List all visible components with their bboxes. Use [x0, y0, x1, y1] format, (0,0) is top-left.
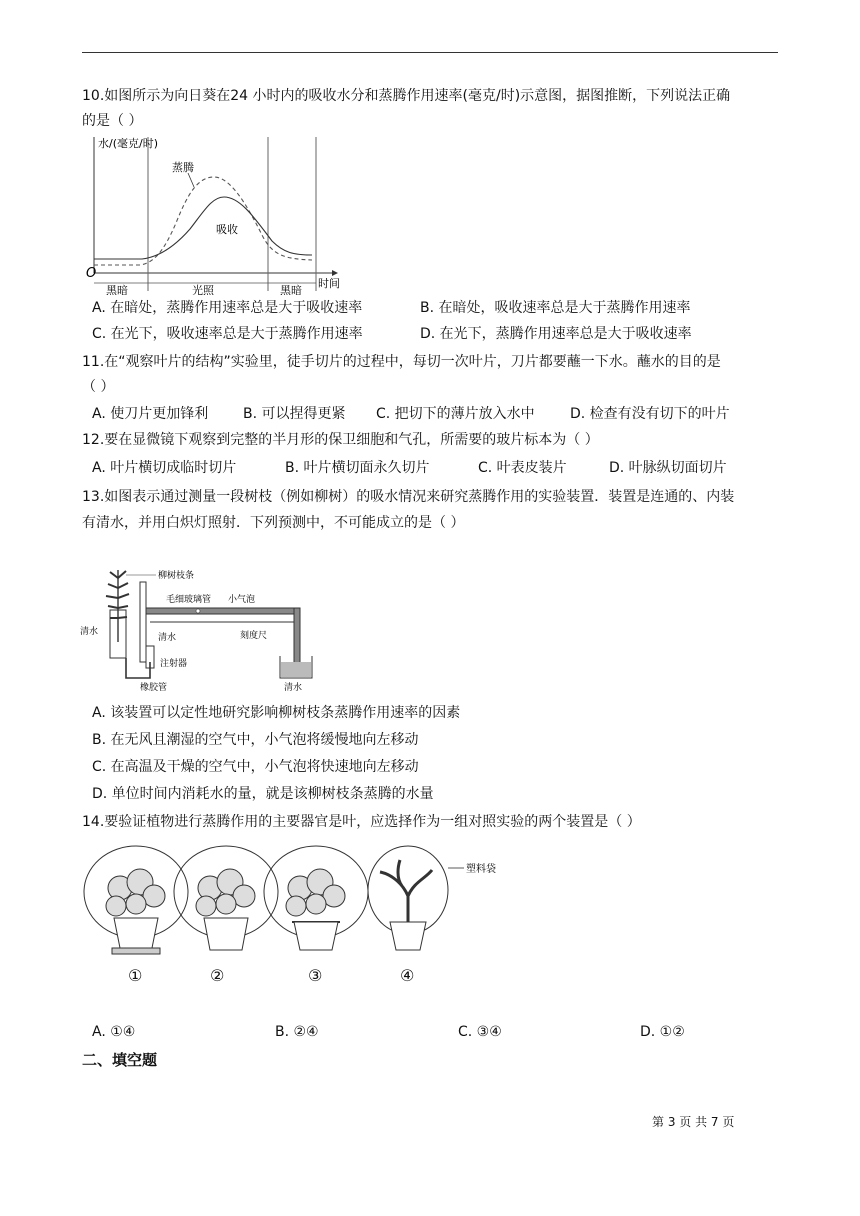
setup-label-4: ④ — [400, 966, 415, 985]
q13-option-b[interactable]: B. 在无风且潮湿的空气中，小气泡将缓慢地向左移动 — [92, 732, 419, 748]
label-water-left: 清水 — [80, 627, 99, 637]
q11-option-d[interactable]: D. 检查有没有切下的叶片 — [570, 406, 730, 422]
q11-option-b[interactable]: B. 可以捏得更紧 — [243, 406, 346, 422]
section-heading-fill-in: 二、填空题 — [82, 1051, 158, 1069]
label-water-inner: 清水 — [158, 633, 177, 643]
period-light: 光照 — [192, 284, 214, 295]
q11-stem-line1: 11.在“观察叶片的结构”实验里，徒手切片的过程中，每切一次叶片，刀片都要蘸一下水。蘸水的目的是 — [82, 354, 721, 370]
q11-option-a[interactable]: A. 使刀片更加锋利 — [92, 406, 209, 422]
page-footer: 第 3 页 共 7 页 — [652, 1115, 735, 1129]
label-ruler: 刻度尺 — [240, 631, 268, 641]
q14-stem: 14.要验证植物进行蒸腾作用的主要器官是叶，应选择作为一组对照实验的两个装置是（ ） — [82, 814, 641, 830]
q12-option-a[interactable]: A. 叶片横切成临时切片 — [92, 460, 237, 476]
q13-option-d[interactable]: D. 单位时间内消耗水的量，就是该柳树枝条蒸腾的水量 — [92, 786, 434, 802]
setup-2-plant — [174, 846, 278, 950]
q14-option-c[interactable]: C. ③④ — [458, 1024, 502, 1040]
label-syringe: 注射器 — [160, 659, 188, 669]
absorption-label: 吸收 — [216, 223, 238, 236]
label-water-right: 清水 — [284, 683, 303, 693]
origin-label: O — [86, 266, 97, 281]
label-willow: 柳树枝条 — [158, 571, 195, 581]
setup-1-plant — [84, 846, 188, 954]
q12-option-b[interactable]: B. 叶片横切面永久切片 — [285, 460, 430, 476]
setup-4-plant — [368, 846, 448, 950]
y-axis-label: 水/(毫克/时) — [98, 137, 158, 150]
q12-stem: 12.要在显微镜下观察到完整的半月形的保卫细胞和气孔，所需要的玻片标本为（ ） — [82, 432, 599, 448]
q12-option-d[interactable]: D. 叶脉纵切面切片 — [609, 460, 727, 476]
q10-option-a[interactable]: A. 在暗处，蒸腾作用速率总是大于吸收速率 — [92, 300, 363, 316]
label-rubber-tube: 橡胶管 — [140, 683, 168, 693]
q11-option-c[interactable]: C. 把切下的薄片放入水中 — [376, 406, 535, 422]
q14-option-b[interactable]: B. ②④ — [275, 1024, 319, 1040]
setup-label-1: ① — [128, 966, 143, 985]
q13-stem-line2: 有清水，并用白炽灯照射．下列预测中，不可能成立的是（ ） — [82, 515, 465, 531]
transpiration-curve — [94, 177, 312, 265]
q10-water-rate-diagram — [80, 133, 350, 295]
setup-3-plant — [264, 846, 368, 950]
header-rule — [82, 52, 778, 53]
q10-option-d[interactable]: D. 在光下，蒸腾作用速率总是大于吸收速率 — [420, 326, 692, 342]
q14-plant-setups-figure — [80, 842, 520, 960]
q10-option-b[interactable]: B. 在暗处，吸收速率总是大于蒸腾作用速率 — [420, 300, 691, 316]
bag-label: 塑料袋 — [466, 864, 496, 875]
q11-stem-line2: （ ） — [82, 379, 115, 395]
q13-option-a[interactable]: A. 该装置可以定性地研究影响柳树枝条蒸腾作用速率的因素 — [92, 705, 461, 721]
q13-stem-line1: 13.如图表示通过测量一段树枝（例如柳树）的吸水情况来研究蒸腾作用的实验装置．装置是连通的、内装 — [82, 489, 735, 505]
x-axis-label: 时间 — [318, 277, 340, 290]
q10-stem-line2: 的是（ ） — [82, 113, 143, 129]
q13-option-c[interactable]: C. 在高温及干燥的空气中，小气泡将快速地向左移动 — [92, 759, 419, 775]
label-bubble: 小气泡 — [228, 595, 256, 605]
q14-option-a[interactable]: A. ①④ — [92, 1024, 136, 1040]
setup-label-3: ③ — [308, 966, 323, 985]
label-capillary: 毛细玻璃管 — [166, 595, 212, 605]
period-dark-2: 黑暗 — [280, 284, 302, 295]
q10-option-c[interactable]: C. 在光下，吸收速率总是大于蒸腾作用速率 — [92, 326, 363, 342]
q13-apparatus-diagram — [80, 566, 340, 696]
q10-stem-line1: 10.如图所示为向日葵在24 小时内的吸收水分和蒸腾作用速率(毫克/时)示意图，据图推断，下列说法正确 — [82, 88, 731, 104]
transpiration-label: 蒸腾 — [172, 161, 194, 174]
absorption-curve — [94, 197, 312, 259]
q14-option-d[interactable]: D. ①② — [640, 1024, 685, 1040]
q12-option-c[interactable]: C. 叶表皮装片 — [478, 460, 567, 476]
period-dark-1: 黑暗 — [106, 284, 128, 295]
setup-label-2: ② — [210, 966, 225, 985]
